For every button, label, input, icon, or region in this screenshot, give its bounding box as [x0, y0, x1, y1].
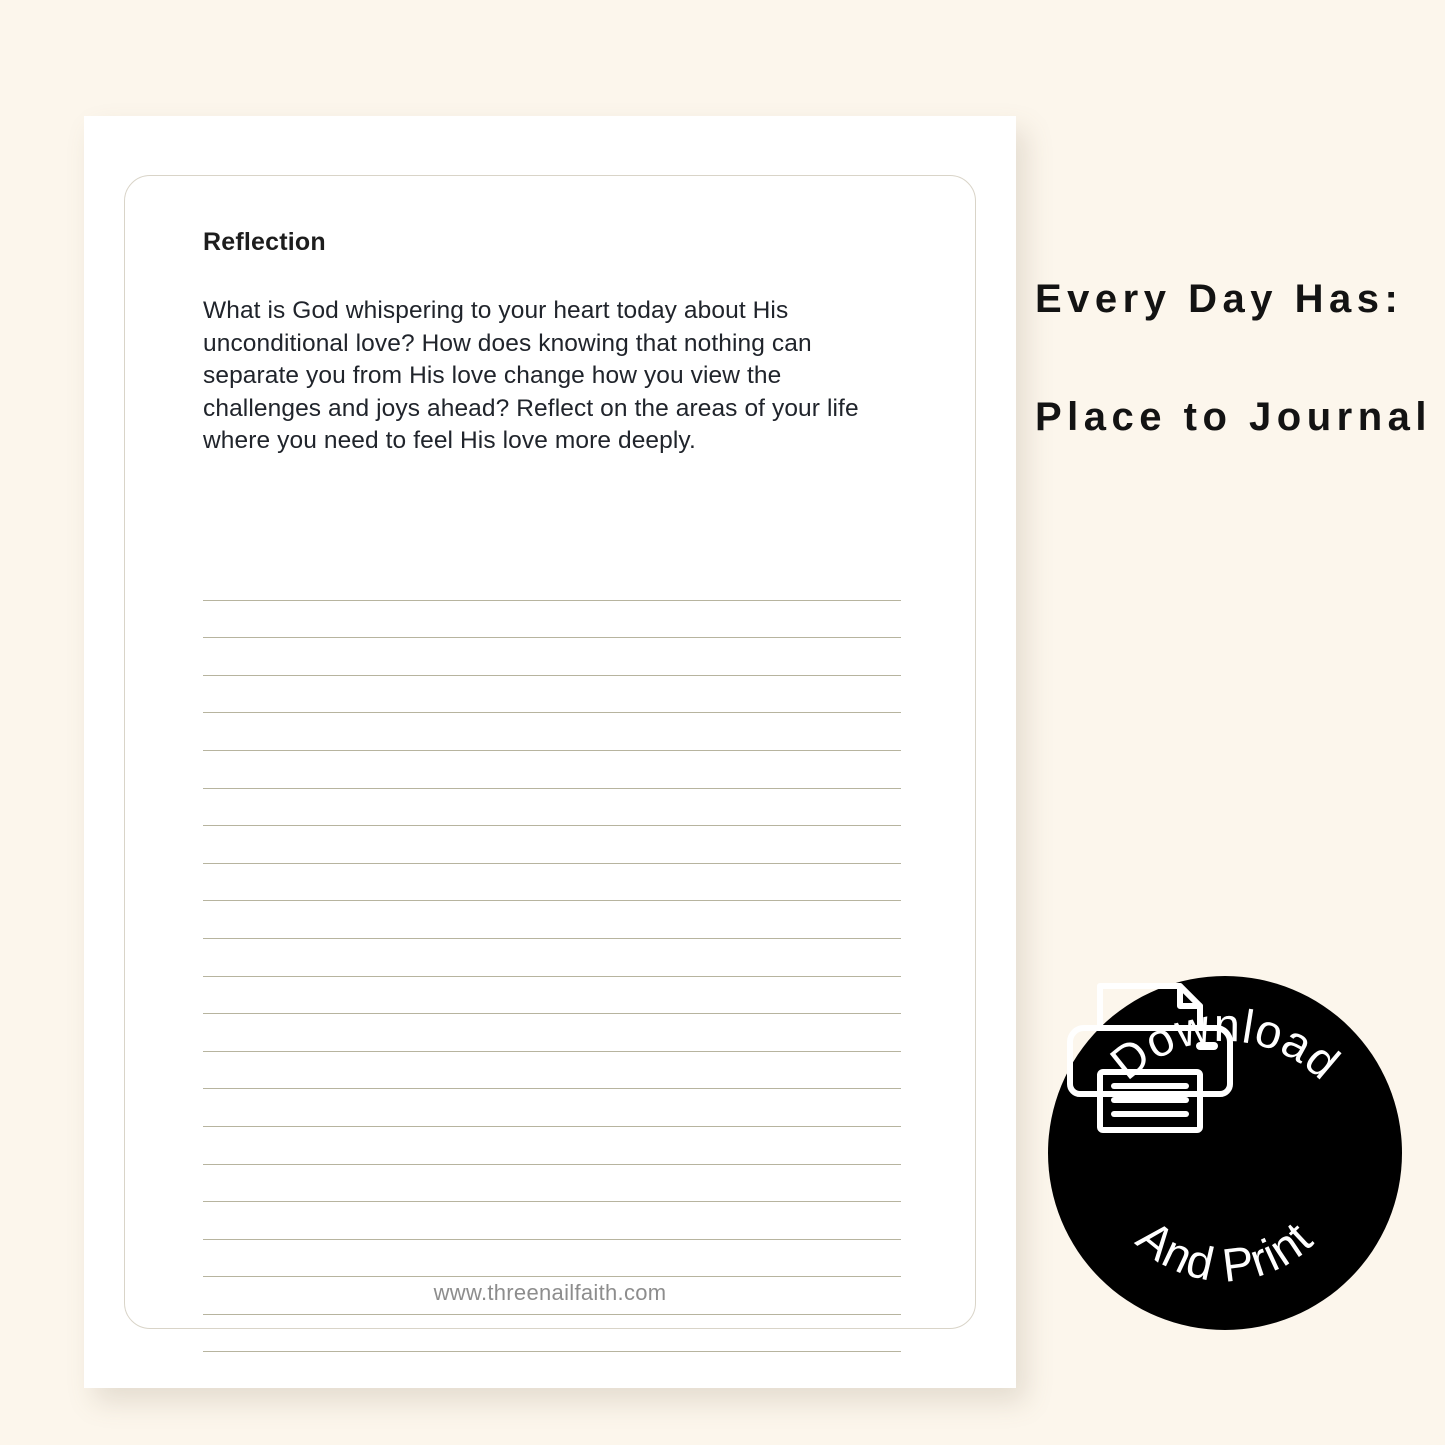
printer-icon [1048, 976, 1248, 1138]
promo-line-1: Every Day Has: [1035, 277, 1404, 321]
writing-line [203, 1315, 901, 1353]
writing-line [203, 751, 901, 789]
printable-page [84, 116, 1016, 1388]
writing-line [203, 864, 901, 902]
writing-line [203, 638, 901, 676]
writing-line [203, 1240, 901, 1278]
writing-line [203, 563, 901, 601]
writing-line [203, 1202, 901, 1240]
writing-line [203, 1127, 901, 1165]
badge-bottom-text: And Print [1127, 1209, 1323, 1292]
page-title: Reflection [203, 228, 326, 256]
writing-line [203, 939, 901, 977]
writing-line [203, 1052, 901, 1090]
page-content [203, 228, 903, 458]
footer-website-url: www.threenailfaith.com [433, 1280, 667, 1305]
writing-line [203, 601, 901, 639]
writing-lines [203, 563, 901, 1352]
writing-line [203, 676, 901, 714]
promo-text-block [1035, 276, 1435, 440]
page-border-frame [124, 175, 976, 1329]
writing-line [203, 713, 901, 751]
writing-line [203, 901, 901, 939]
writing-line [203, 1165, 901, 1203]
badge-top-text: Download [1100, 997, 1351, 1090]
promo-line-2: Place to Journal [1035, 395, 1432, 439]
writing-line [203, 1014, 901, 1052]
writing-line [203, 1089, 901, 1127]
reflection-prompt: What is God whispering to your heart today about His unconditional love? How does knowing that nothing can separate you from His love change how you view the challenges and joys ahead? Reflect on the areas of your life where you need to feel His love more deeply. [203, 297, 859, 455]
writing-line [203, 826, 901, 864]
writing-line [203, 977, 901, 1015]
download-and-print-badge[interactable] [1048, 976, 1402, 1330]
writing-line [203, 789, 901, 827]
